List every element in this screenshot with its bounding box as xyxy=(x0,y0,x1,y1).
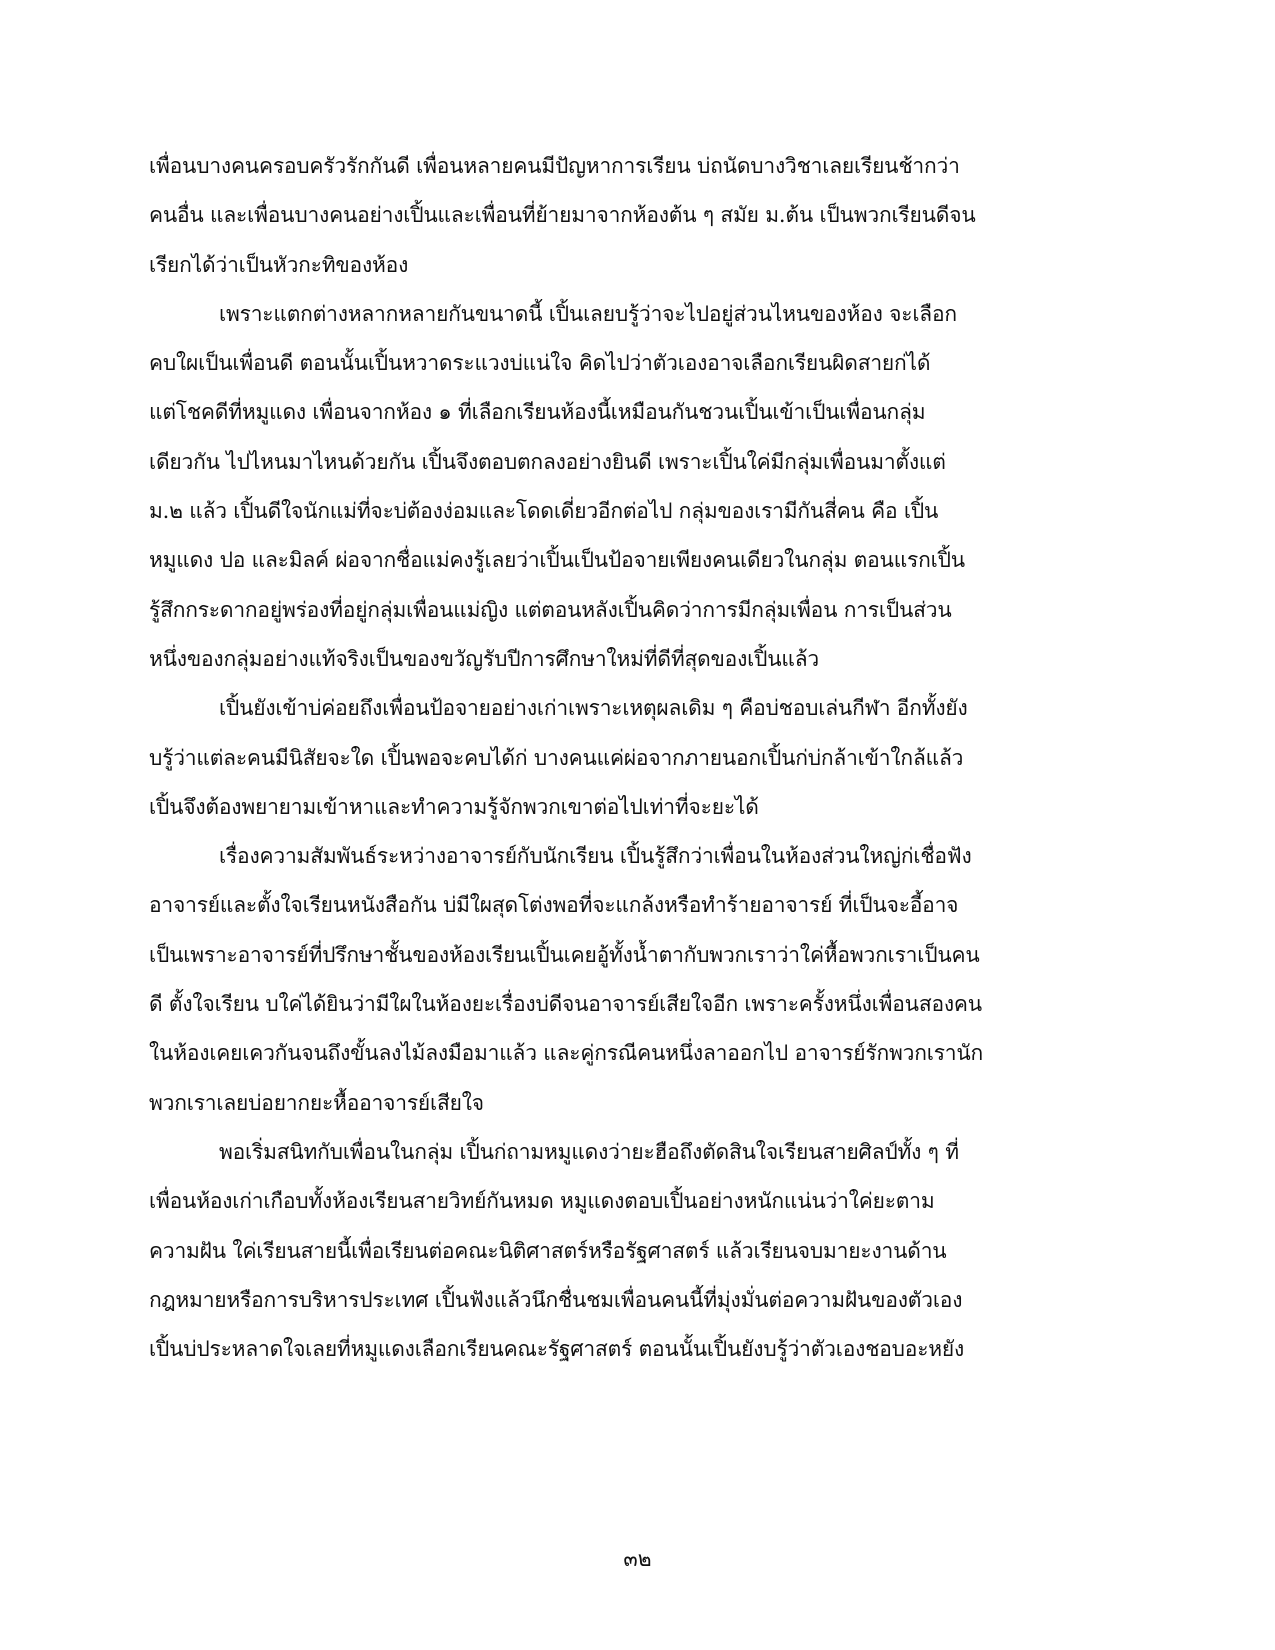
page-number: ๓๒ xyxy=(623,1547,652,1571)
text-line: เปิ้นจึงต้องพยายามเข้าหาและทำความรู้จักพวกเขาต่อไปเท่าที่จะยะได้ xyxy=(149,794,759,819)
text-line: เปิ้นบ่ประหลาดใจเลยที่หมูแดงเลือกเรียนคณะรัฐศาสตร์ ตอนนั้นเปิ้นยังบรู้ว่าตัวเองชอบอะหยัง xyxy=(149,1337,965,1362)
paragraph-first-line: เรื่องความสัมพันธ์ระหว่างอาจารย์กับนักเรียน เปิ้นรู้สึกว่าเพื่อนในห้องส่วนใหญ่ก่เชื่อฟัง xyxy=(219,844,972,869)
text-line: เป็นเพราะอาจารย์ที่ปรึกษาชั้นของห้องเรียนเปิ้นเคยอู้ทั้งน้ำตากับพวกเราว่าใค่หื้อพวกเราเป็นคน xyxy=(149,942,980,967)
paragraph-first-line: เปิ้นยังเข้าบ่ค่อยถึงเพื่อนป้อจายอย่างเก่าเพราะเหตุผลเดิม ๆ คือบ่ชอบเล่นกีฬา อีกทั้งยัง xyxy=(219,696,968,721)
text-line: ม.๒ แล้ว เปิ้นดีใจนักแม่ที่จะบ่ต้องง่อมและโดดเดี่ยวอีกต่อไป กลุ่มของเรามีกันสี่คน คือ เปิ้น xyxy=(149,499,939,524)
body-text xyxy=(149,142,1019,1374)
text-line: คบใผเป็นเพื่อนดี ตอนนั้นเปิ้นหวาดระแวงบ่แน่ใจ คิดไปว่าตัวเองอาจเลือกเรียนผิดสายก่ได้ xyxy=(149,351,931,376)
paragraph-first-line: พอเริ่มสนิทกับเพื่อนในกลุ่ม เปิ้นก่ถามหมูแดงว่ายะฮือถึงตัดสินใจเรียนสายศิลป์ทั้ง ๆ ที่ xyxy=(219,1139,959,1164)
text-line: เพื่อนห้องเก่าเกือบทั้งห้องเรียนสายวิทย์กันหมด หมูแดงตอบเปิ้นอย่างหนักแน่นว่าใค่ยะตาม xyxy=(149,1189,935,1214)
text-line: รู้สึกกระดากอยู่พร่องที่อยู่กลุ่มเพื่อนแม่ญิง แต่ตอนหลังเปิ้นคิดว่าการมีกลุ่มเพื่อน การเป็นส่วน xyxy=(149,597,952,622)
text-line: ดี ตั้งใจเรียน บใค่ได้ยินว่ามีใผในห้องยะเรื่องบ่ดีจนอาจารย์เสียใจอีก เพราะครั้งหนึ่งเพื่อนสองคน xyxy=(149,992,982,1017)
paragraph-first-line: เพราะแตกต่างหลากหลายกันขนาดนี้ เปิ้นเลยบรู้ว่าจะไปอยู่ส่วนไหนของห้อง จะเลือก xyxy=(219,301,957,326)
text-line: แต่โชคดีที่หมูแดง เพื่อนจากห้อง ๑ ที่เลือกเรียนห้องนี้เหมือนกันชวนเปิ้นเข้าเป็นเพื่อนกลุ่ม xyxy=(149,400,926,425)
text-line: กฎหมายหรือการบริหารประเทศ เปิ้นฟังแล้วนึกชื่นชมเพื่อนคนนี้ที่มุ่งมั่นต่อความฝันของตัวเอง xyxy=(149,1287,963,1312)
text-line: หนึ่งของกลุ่มอย่างแท้จริงเป็นของขวัญรับปีการศึกษาใหม่ที่ดีที่สุดของเปิ้นแล้ว xyxy=(149,646,820,671)
text-line: คนอื่น และเพื่อนบางคนอย่างเปิ้นและเพื่อนที่ย้ายมาจากห้องต้น ๆ สมัย ม.ต้น เป็นพวกเรียนดีจน xyxy=(149,203,976,228)
text-line: เพื่อนบางคนครอบครัวรักกันดี เพื่อนหลายคนมีปัญหาการเรียน บ่ถนัดบางวิชาเลยเรียนช้ากว่า xyxy=(149,154,960,178)
text-line: เดียวกัน ไปไหนมาไหนด้วยกัน เปิ้นจึงตอบตกลงอย่างยินดี เพราะเปิ้นใค่มีกลุ่มเพื่อนมาตั้งแต่ xyxy=(149,449,946,474)
text-line: ในห้องเคยเควกันจนถึงขั้นลงไม้ลงมือมาแล้ว และคู่กรณีคนหนึ่งลาออกไป อาจารย์รักพวกเรานัก xyxy=(149,1041,984,1066)
text-line: หมูแดง ปอ และมิลค์ ผ่อจากชื่อแม่คงรู้เลยว่าเปิ้นเป็นป้อจายเพียงคนเดียวในกลุ่ม ตอนแรกเปิ้น xyxy=(149,548,965,573)
text-line: อาจารย์และตั้งใจเรียนหนังสือกัน บ่มีใผสุดโต่งพอที่จะแกล้งหรือทำร้ายอาจารย์ ที่เป็นจะอี้อาจ xyxy=(149,893,959,918)
text-line: พวกเราเลยบ่อยากยะหื้ออาจารย์เสียใจ xyxy=(149,1090,484,1115)
text-line: ความฝัน ใค่เรียนสายนี้เพื่อเรียนต่อคณะนิติศาสตร์หรือรัฐศาสตร์ แล้วเรียนจบมายะงานด้าน xyxy=(149,1238,947,1263)
text-line: บรู้ว่าแต่ละคนมีนิสัยจะใด เปิ้นพอจะคบได้ก่ บางคนแค่ผ่อจากภายนอกเปิ้นก่บ่กล้าเข้าใกล้แล้ว xyxy=(149,745,964,770)
text-line: เรียกได้ว่าเป็นหัวกะทิของห้อง xyxy=(149,252,409,277)
